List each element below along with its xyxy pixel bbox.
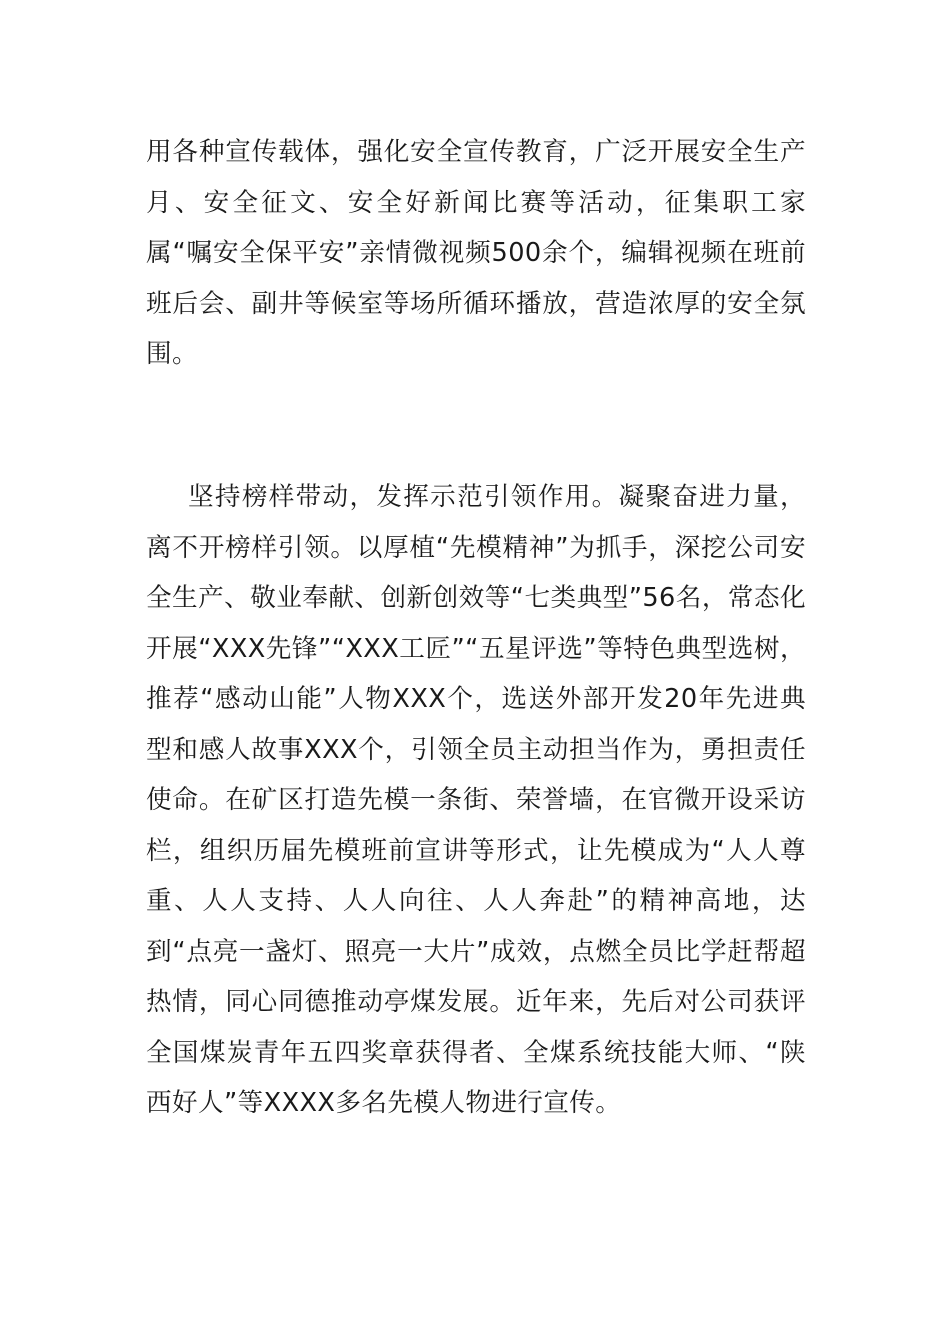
paragraph-role-models: 坚持榜样带动，发挥示范引领作用。凝聚奋进力量，离不开榜样引领。以厚植“先模精神”为抓手，深挖公司安全生产、敬业奉献、创新创效等“七类典型”56名，常态化开展“XXX先锋”“XXX工匠”“五星评选”等特色典型选树，推荐“感动山能”人物XXX个，选送外部开发20年先进典型和感人故事XXX个，引领全员主动担当作为，勇担责任使命。在矿区打造先模一条街、荣誉墙，在官微开设采访栏，组织历届先模班前宣讲等形式，让先模成为“人人尊重、人人支持、人人向往、人人奔赴”的精神高地，达到“点亮一盏灯、照亮一大片”成效，点燃全员比学赶帮超热情，同心同德推动亭煤发展。近年来，先后对公司获评全国煤炭青年五四奖章获得者、全煤系统技能大师、“陕西好人”等XXXX多名先模人物进行宣传。 [146, 482, 806, 1118]
paragraph-safety-propaganda: 用各种宣传载体，强化安全宣传教育，广泛开展安全生产月、安全征文、安全好新闻比赛等活动，征集职工家属“嘱安全保平安”亲情微视频500余个，编辑视频在班前班后会、副井等候室等场所循环播放，营造浓厚的安全氛围。 [146, 137, 806, 369]
